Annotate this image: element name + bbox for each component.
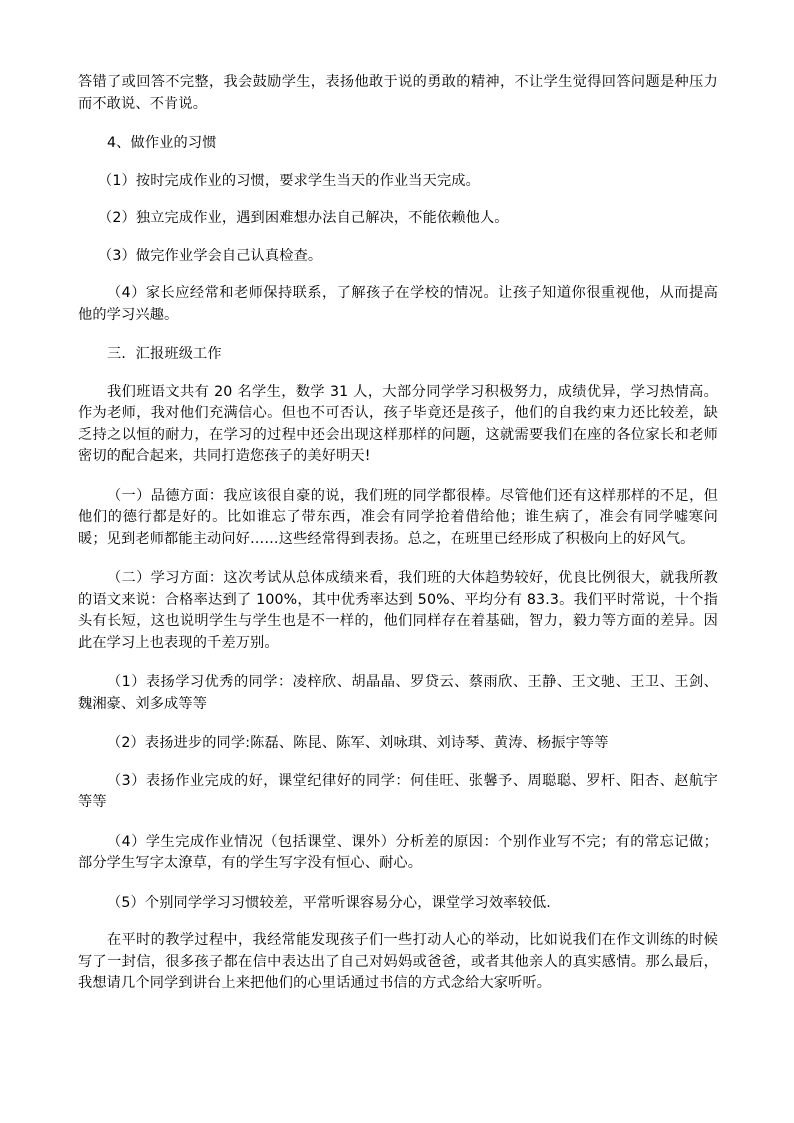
homework-item-1: （1）按时完成作业的习惯，要求学生当天的作业当天完成。 [98,172,480,189]
paragraph-praise-answers: 答错了或回答不完整，我会鼓励学生，表扬他敢于说的勇敢的精神，不让学生觉得回答问题是种压力而不敢说、不肯说。 [78,74,718,112]
praise-improved-students: （2）表扬进步的同学:陈磊、陈昆、陈军、刘咏琪、刘诗琴、黄涛、杨振宇等等 [107,735,609,751]
poor-study-habits: （5）个别同学学习习惯较差，平常听课容易分心，课堂学习效率较低. [107,894,551,911]
heading-class-report: 三．汇报班级工作 [107,346,222,362]
homework-analysis: （4）学生完成作业情况（包括课堂、课外）分析差的原因：个别作业写不完；有的常忘记做；部分学生写字太潦草，有的学生写字没有恒心、耐心。 [78,833,718,871]
document-page [78,72,718,1013]
heading-homework-habits: 4、做作业的习惯 [107,135,217,151]
paragraph-class-overview: 我们班语文共有 20 名学生，数学 31 人，大部分同学学习积极努力，成绩优异，学习热情高。作为老师，我对他们充满信心。但也不可否认，孩子毕竟还是孩子，他们的自我约束力还比较差，缺乏持之以恒的耐力，在学习的过程中还会出现这样那样的问题，这就需要我们在座的各位家长和老师密切的配合起来，共同打造您孩子的美好明天! [78,383,718,464]
paragraph-study-aspect: （二）学习方面：这次考试从总体成绩来看，我们班的大体趋势较好，优良比例很大，就我所教的语文来说：合格率达到了 100%，其中优秀率达到 50%、平均分有 83.3。我们平时常说，十个指头有长短，这也说明学生与学生也是不一样的，他们同样存在着基础，智力，毅力等方面的差异。因此在学习上也表现的千差万别。 [78,570,718,651]
praise-excellent-students: （1）表扬学习优秀的同学：凌梓欣、胡晶晶、罗贷云、蔡雨欣、王静、王文驰、王卫、王剑、魏湘豪、刘多成等等 [78,674,718,712]
homework-item-2: （2）独立完成作业，遇到困难想办法自己解决，不能依赖他人。 [98,210,509,226]
homework-item-3: （3）做完作业学会自己认真检查。 [98,247,323,264]
paragraph-closing-letters: 在平时的教学过程中，我经常能发现孩子们一些打动人心的举动，比如说我们在作文训练的时候写了一封信，很多孩子都在信中表达出了自己对妈妈或爸爸，或者其他亲人的真实感情。那么最后，我想请几个同学到讲台上来把他们的心里话通过书信的方式念给大家听听。 [78,932,718,991]
homework-item-4: （4）家长应经常和老师保持联系，了解孩子在学校的情况。让孩子知道你很重视他，从而提高他的学习兴趣。 [78,285,718,323]
praise-good-homework-students: （3）表扬作业完成的好，课堂纪律好的同学：何佳旺、张馨予、周聪聪、罗杆、阳杏、赵航宇等等 [78,772,718,810]
paragraph-moral-aspect: （一）品德方面：我应该很自豪的说，我们班的同学都很棒。尽管他们还有这样那样的不足，但他们的德行都是好的。比如谁忘了带东西，准会有同学抢着借给他；谁生病了，准会有同学嘘寒问暖；见到老师都能主动问好……这些经常得到表扬。总之，在班里已经形成了积极向上的好风气。 [78,487,718,547]
